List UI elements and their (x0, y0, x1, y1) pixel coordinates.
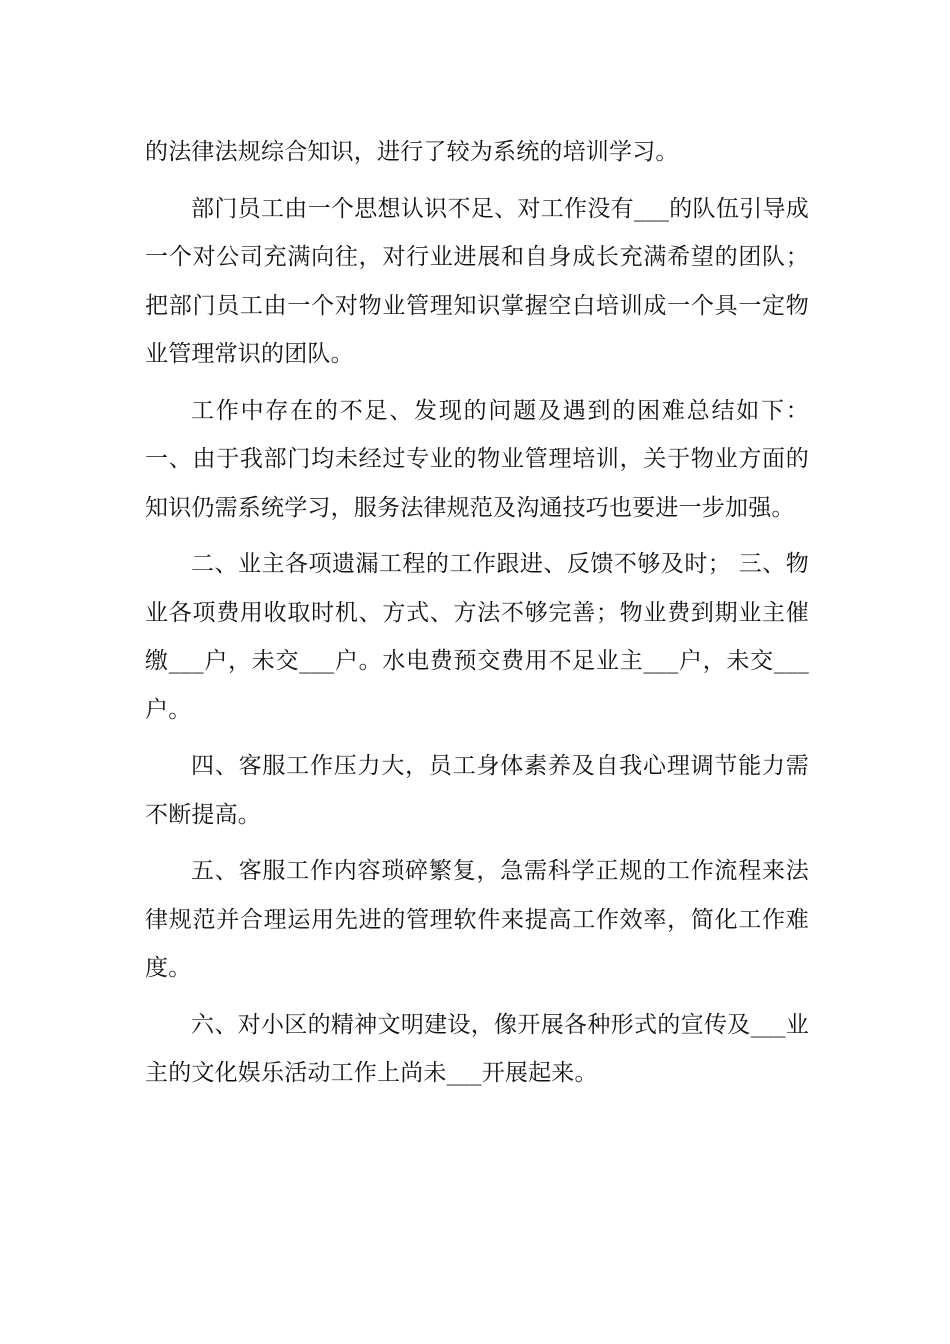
paragraph-7: 六、对小区的精神文明建设，像开展各种形式的宣传及___业主的文化娱乐活动工作上尚未___开展起来。 (145, 1011, 809, 1086)
paragraph-2: 部门员工由一个思想认识不足、对工作没有___的队伍引导成一个对公司充满向往，对行业进展和自身成长充满希望的团队；把部门员工由一个对物业管理知识掌握空白培训成一个具一定物业管理常识的团队。 (145, 195, 809, 367)
paragraph-3: 工作中存在的不足、发现的问题及遇到的困难总结如下：一、由于我部门均未经过专业的物业管理培训，关于物业方面的知识仍需系统学习，服务法律规范及沟通技巧也要进一步加强。 (145, 397, 809, 521)
paragraph-6: 五、客服工作内容琐碎繁复，急需科学正规的工作流程来法律规范并合理运用先进的管理软件来提高工作效率，简化工作难度。 (145, 858, 809, 981)
paragraph-5: 四、客服工作压力大，员工身体素养及自我心理调节能力需不断提高。 (145, 753, 809, 828)
document-body (145, 128, 809, 1106)
paragraph-4: 二、业主各项遗漏工程的工作跟进、反馈不够及时； 三、物业各项费用收取时机、方式、方法不够完善；物业费到期业主催缴___户，未交___户。水电费预交费用不足业主___户，未交___户。 (145, 551, 809, 723)
paragraph-1: 的法律法规综合知识，进行了较为系统的培训学习。 (145, 139, 679, 165)
